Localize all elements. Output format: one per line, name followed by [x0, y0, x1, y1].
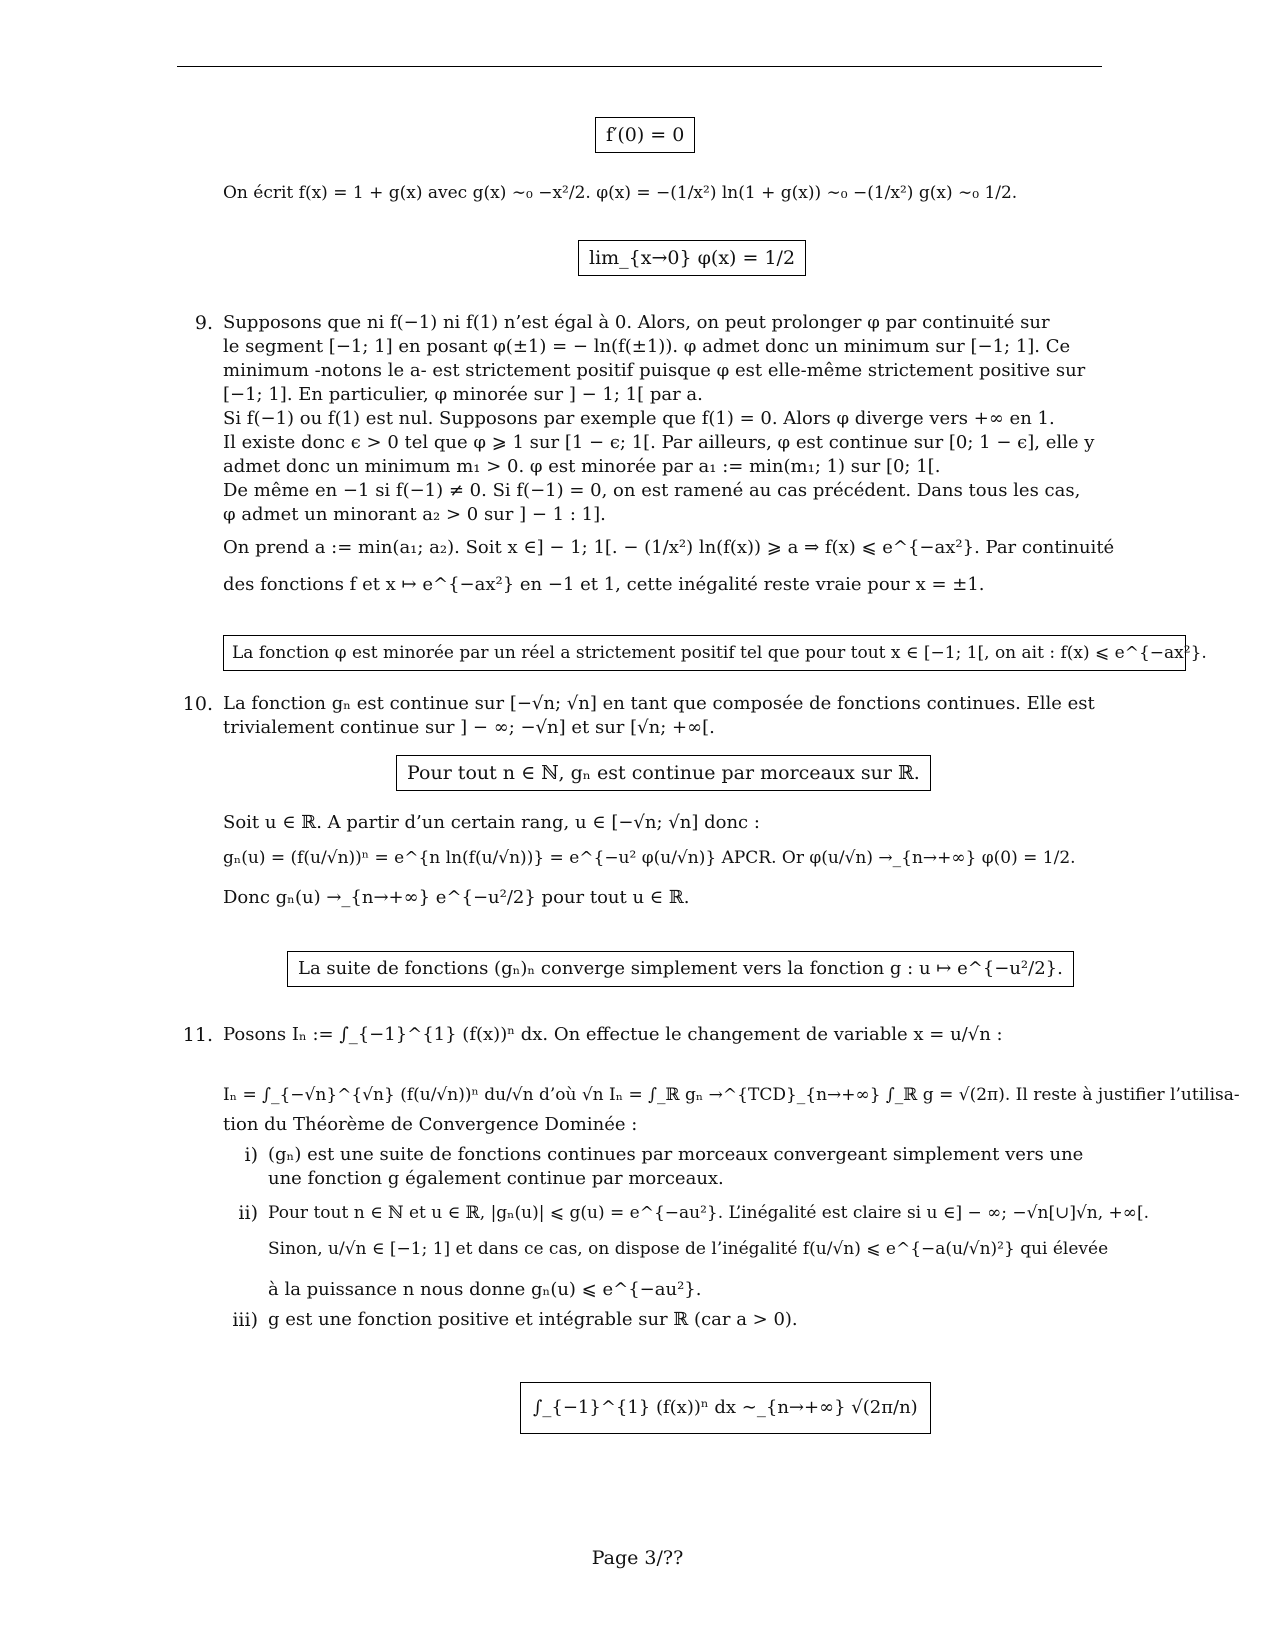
page-footer: Page 3/?? — [591, 1547, 684, 1569]
eq-lim-text: lim_{x→0} φ(x) = 1/2 — [589, 247, 796, 269]
q11-item-ii-label: ii) — [238, 1202, 258, 1224]
q9-line-7: admet donc un minimum m₁ > 0. φ est minorée par a₁ := min(m₁; 1) sur [0; 1[. — [223, 456, 941, 477]
q10-boxed2-text: La suite de fonctions (gₙ)ₙ converge simplement vers la fonction g : u ↦ e^{−u²/2}. — [298, 958, 1063, 979]
boxed-result-q9 — [223, 635, 1207, 671]
q11-item-i-line-1: (gₙ) est une suite de fonctions continues par morceaux convergeant simplement vers une — [268, 1144, 1084, 1165]
q10-boxed1-text: Pour tout n ∈ ℕ, gₙ est continue par morceaux sur ℝ. — [407, 762, 920, 784]
q10-line-gn: gₙ(u) = (f(u/√n))ⁿ = e^{n ln(f(u/√n))} = e^{−u² φ(u/√n)} APCR. Or φ(u/√n) →_{n→+∞} φ(0) = 1/2. — [223, 848, 1076, 868]
header-rule — [177, 66, 1102, 67]
q11-item-ii-line-3: à la puissance n nous donne gₙ(u) ⩽ e^{−au²}. — [268, 1279, 702, 1300]
q9-line-5: Si f(−1) ou f(1) est nul. Supposons par exemple que f(1) = 0. Alors φ diverge vers +∞ en 1. — [223, 408, 1055, 429]
boxed-result-limit — [578, 240, 806, 276]
q9-line-1: Supposons que ni f(−1) ni f(1) n’est égal à 0. Alors, on peut prolonger φ par continuité sur — [223, 312, 1050, 333]
q11-item-ii-line-1: Pour tout n ∈ ℕ et u ∈ ℝ, |gₙ(u)| ⩽ g(u) = e^{−au²}. L’inégalité est claire si u ∈] − ∞; −√n[∪]√n, +∞[. — [268, 1203, 1149, 1223]
q11-line-tion: tion du Théorème de Convergence Dominée : — [223, 1114, 638, 1135]
boxed-result-q10-convergence — [287, 951, 1074, 987]
q9-line-11: des fonctions f et x ↦ e^{−ax²} en −1 et 1, cette inégalité reste vraie pour x = ±1. — [223, 574, 985, 595]
q11-boxed-text: ∫_{−1}^{1} (f(x))ⁿ dx ∼_{n→+∞} √(2π/n) — [533, 1397, 918, 1418]
q9-boxed-text: La fonction φ est minorée par un réel a strictement positif tel que pour tout x ∈ [−1; 1[, on ait : f(x) ⩽ e^{−ax²}. — [232, 643, 1207, 663]
q11-line-In: Iₙ = ∫_{−√n}^{√n} (f(u/√n))ⁿ du/√n d’où √n Iₙ = ∫_ℝ gₙ →^{TCD}_{n→+∞} ∫_ℝ g = √(2π). Il reste à justifier l’utilisa- — [223, 1085, 1240, 1105]
q11-item-i-line-2: une fonction g également continue par morceaux. — [268, 1168, 724, 1189]
q9-line-3: minimum -notons le a- est strictement positif puisque φ est elle-même strictement positive sur — [223, 360, 1086, 381]
q11-line-posons: Posons Iₙ := ∫_{−1}^{1} (f(x))ⁿ dx. On effectue le changement de variable x = u/√n : — [223, 1024, 1003, 1045]
boxed-result-fprime — [595, 117, 695, 153]
q11-item-i-label: i) — [244, 1144, 258, 1166]
question-number-11: 11. — [182, 1024, 213, 1046]
question-number-10: 10. — [182, 693, 213, 715]
boxed-result-q11 — [520, 1382, 931, 1434]
q9-line-6: Il existe donc ϵ > 0 tel que φ ⩾ 1 sur [1 − ϵ; 1[. Par ailleurs, φ est continue sur [0; 1 − ϵ], elle y — [223, 432, 1095, 453]
eq-fprime-text: f′(0) = 0 — [606, 124, 685, 146]
boxed-result-q10-continuity — [396, 755, 931, 791]
paragraph-ecrit: On écrit f(x) = 1 + g(x) avec g(x) ∼₀ −x²/2. φ(x) = −(1/x²) ln(1 + g(x)) ∼₀ −(1/x²) g(x) ∼₀ 1/2. — [223, 183, 1018, 203]
question-number-9: 9. — [194, 312, 213, 334]
q11-item-ii-line-2: Sinon, u/√n ∈ [−1; 1] et dans ce cas, on dispose de l’inégalité f(u/√n) ⩽ e^{−a(u/√n)²} qui élevée — [268, 1239, 1109, 1259]
q9-line-8: De même en −1 si f(−1) ≠ 0. Si f(−1) = 0, on est ramené au cas précédent. Dans tous les cas, — [223, 480, 1081, 501]
q11-item-iii-line: g est une fonction positive et intégrable sur ℝ (car a > 0). — [268, 1309, 798, 1330]
q11-item-iii-label: iii) — [232, 1309, 258, 1331]
q9-line-10: On prend a := min(a₁; a₂). Soit x ∈] − 1; 1[. − (1/x²) ln(f(x)) ⩾ a ⇒ f(x) ⩽ e^{−ax²}. Par continuité — [223, 537, 1115, 558]
q9-line-9: φ admet un minorant a₂ > 0 sur ] − 1 : 1]. — [223, 504, 606, 525]
q9-line-2: le segment [−1; 1] en posant φ(±1) = − ln(f(±1)). φ admet donc un minimum sur [−1; 1]. Ce — [223, 336, 1071, 357]
q10-line-2: trivialement continue sur ] − ∞; −√n] et sur [√n; +∞[. — [223, 717, 715, 738]
q9-line-4: [−1; 1]. En particulier, φ minorée sur ] − 1; 1[ par a. — [223, 384, 703, 405]
q10-line-soit: Soit u ∈ ℝ. A partir d’un certain rang, u ∈ [−√n; √n] donc : — [223, 812, 760, 833]
q10-line-1: La fonction gₙ est continue sur [−√n; √n] en tant que composée de fonctions continues. Elle est — [223, 693, 1095, 714]
q10-line-donc: Donc gₙ(u) →_{n→+∞} e^{−u²/2} pour tout u ∈ ℝ. — [223, 887, 690, 908]
